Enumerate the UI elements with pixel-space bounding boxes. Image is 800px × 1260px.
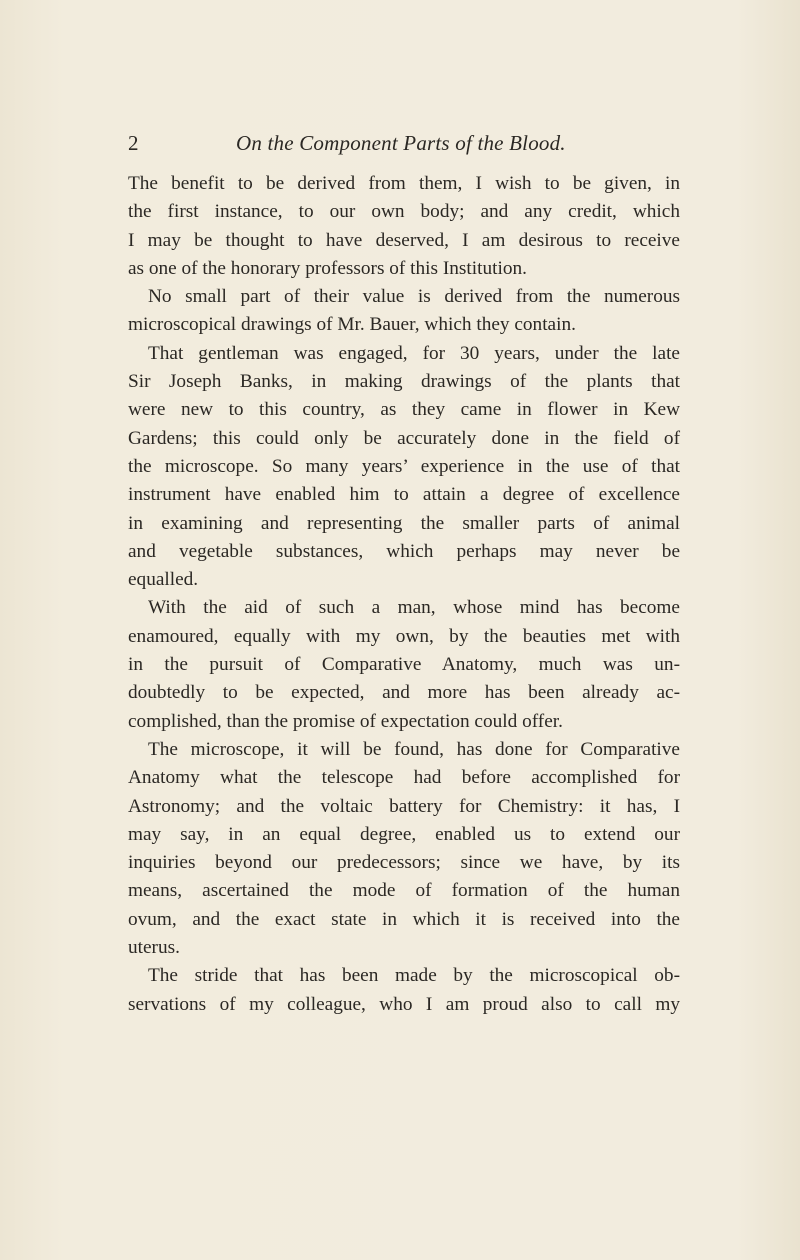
paragraph xyxy=(128,170,680,283)
text-line: ovum, and the exact state in which it is received into the xyxy=(128,908,680,930)
text-line: the first instance, to our own body; and any credit, which xyxy=(128,201,680,223)
text-line: microscopical drawings of Mr. Bauer, which they contain. xyxy=(128,314,576,336)
text-line: uterus. xyxy=(128,937,180,959)
text-line: Astronomy; and the voltaic battery for Chemistry: it has, I xyxy=(128,795,680,817)
text-line: in examining and representing the smaller parts of animal xyxy=(128,512,680,534)
text-line: The stride that has been made by the microscopical ob- xyxy=(148,965,680,987)
paragraph xyxy=(128,283,680,340)
text-line: The benefit to be derived from them, I wish to be given, in xyxy=(128,173,680,194)
text-line: Anatomy what the telescope had before accomplished for xyxy=(128,767,680,789)
paragraph xyxy=(128,962,680,1019)
text-line: enamoured, equally with my own, by the beauties met with xyxy=(128,625,680,647)
text-line: means, ascertained the mode of formation of the human xyxy=(128,880,680,902)
text-line: Gardens; this could only be accurately done in the field of xyxy=(128,427,680,449)
text-line: servations of my colleague, who I am proud also to call my xyxy=(128,993,680,1015)
text-line: No small part of their value is derived from the numerous xyxy=(148,286,680,308)
text-line: as one of the honorary professors of this Institution. xyxy=(128,257,527,279)
page-header xyxy=(128,128,680,158)
text-line: Sir Joseph Banks, in making drawings of the plants that xyxy=(128,371,680,393)
text-line: doubtedly to be expected, and more has been already ac- xyxy=(128,682,680,704)
text-line: I may be thought to have deserved, I am desirous to receive xyxy=(128,229,680,251)
text-line: complished, than the promise of expectation could offer. xyxy=(128,710,563,732)
text-line: were new to this country, as they came in flower in Kew xyxy=(128,399,680,421)
text-line: That gentleman was engaged, for 30 years, under the late xyxy=(148,342,680,364)
text-line: The microscope, it will be found, has done for Comparative xyxy=(148,738,680,760)
paragraph xyxy=(128,340,680,595)
text-line: the microscope. So many years’ experience in the use of that xyxy=(128,455,680,477)
text-line: With the aid of such a man, whose mind has become xyxy=(148,597,680,619)
text-line: in the pursuit of Comparative Anatomy, much was un- xyxy=(128,654,680,676)
page-number: 2 xyxy=(128,131,139,155)
text-line: inquiries beyond our predecessors; since we have, by its xyxy=(128,852,680,874)
paragraph xyxy=(128,736,680,962)
paragraph xyxy=(128,594,680,735)
body-text xyxy=(128,170,680,1019)
text-line: and vegetable substances, which perhaps may never be xyxy=(128,540,680,562)
text-line: may say, in an equal degree, enabled us to extend our xyxy=(128,823,680,845)
text-line: instrument have enabled him to attain a degree of excellence xyxy=(128,484,680,506)
running-title: On the Component Parts of the Blood. xyxy=(236,131,566,155)
text-line: equalled. xyxy=(128,569,199,591)
